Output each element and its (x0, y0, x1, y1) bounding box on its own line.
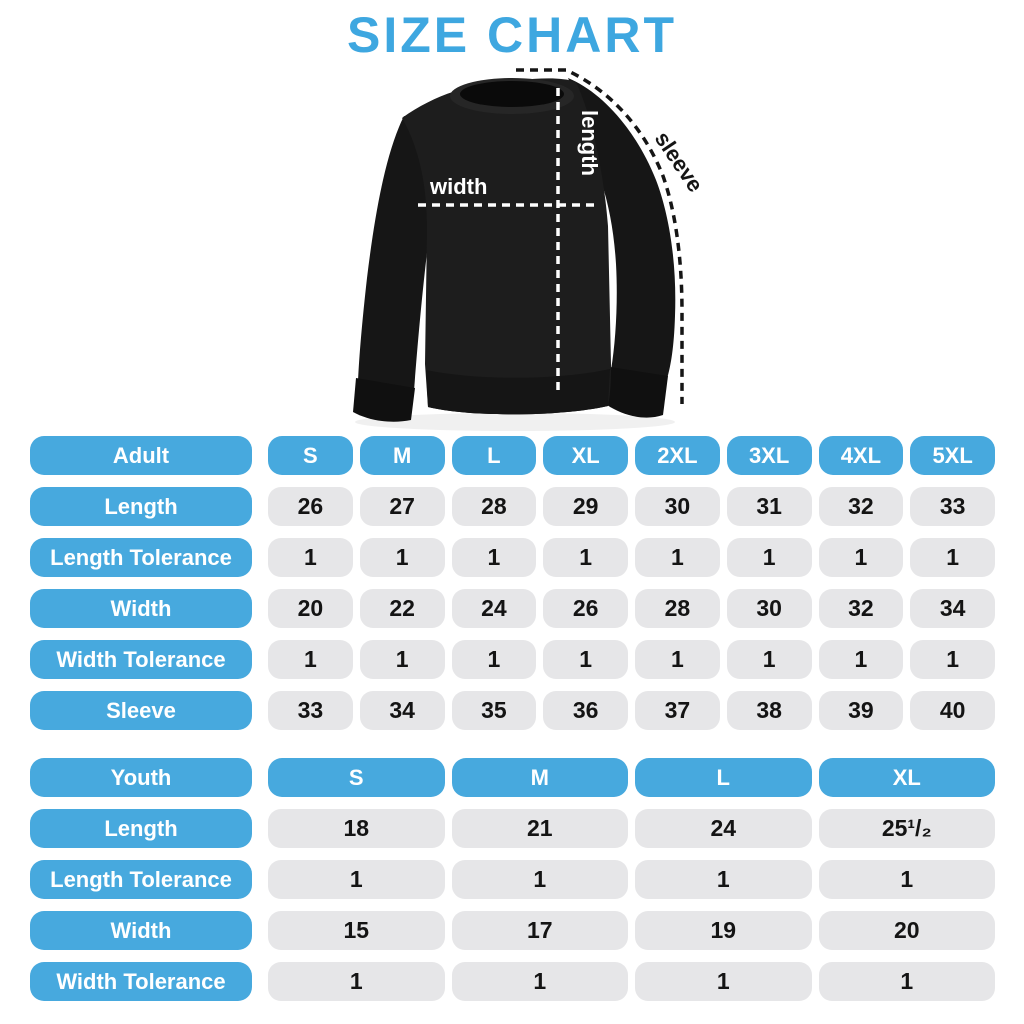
size-header-m: M (360, 436, 445, 475)
value-cell: 37 (635, 691, 720, 730)
adult-row-width (30, 589, 995, 628)
adult-table-title: Adult (30, 436, 252, 475)
value-cell: 34 (910, 589, 995, 628)
value-cell: 21 (452, 809, 629, 848)
value-cell: 1 (727, 538, 812, 577)
size-header-l: L (635, 758, 812, 797)
value-cell: 1 (727, 640, 812, 679)
value-cell: 24 (635, 809, 812, 848)
value-cell: 25¹/₂ (819, 809, 996, 848)
width-label: width (430, 174, 488, 199)
row-label: Sleeve (30, 691, 252, 730)
size-header-3xl: 3XL (727, 436, 812, 475)
value-cell: 19 (635, 911, 812, 950)
youth-row-width (30, 911, 995, 950)
row-label: Length Tolerance (30, 538, 252, 577)
value-cell: 1 (910, 538, 995, 577)
youth-row-length-tolerance (30, 860, 995, 899)
youth-table-title: Youth (30, 758, 252, 797)
value-cell: 1 (543, 640, 628, 679)
value-cell: 1 (635, 962, 812, 1001)
value-cell: 22 (360, 589, 445, 628)
size-header-xl: XL (543, 436, 628, 475)
value-cell: 1 (268, 962, 445, 1001)
value-cell: 34 (360, 691, 445, 730)
value-cell: 20 (819, 911, 996, 950)
value-cell: 32 (819, 589, 904, 628)
adult-header-row (30, 436, 995, 475)
value-cell: 1 (268, 538, 353, 577)
row-label: Width (30, 589, 252, 628)
value-cell: 1 (452, 962, 629, 1001)
value-cell: 1 (360, 538, 445, 577)
value-cell: 1 (268, 860, 445, 899)
value-cell: 30 (727, 589, 812, 628)
row-label: Width Tolerance (30, 640, 252, 679)
size-header-m: M (452, 758, 629, 797)
page-title: SIZE CHART (347, 7, 677, 63)
value-cell: 1 (360, 640, 445, 679)
value-cell: 1 (452, 860, 629, 899)
value-cell: 33 (910, 487, 995, 526)
row-label: Width Tolerance (30, 962, 252, 1001)
value-cell: 27 (360, 487, 445, 526)
value-cell: 33 (268, 691, 353, 730)
value-cell: 38 (727, 691, 812, 730)
size-header-2xl: 2XL (635, 436, 720, 475)
sleeve-label: sleeve (649, 126, 709, 197)
value-cell: 1 (268, 640, 353, 679)
length-label: length (577, 110, 602, 176)
row-label: Width (30, 911, 252, 950)
value-cell: 1 (543, 538, 628, 577)
value-cell: 1 (635, 538, 720, 577)
size-header-xl: XL (819, 758, 996, 797)
row-label: Length (30, 487, 252, 526)
value-cell: 1 (452, 640, 537, 679)
size-tables (30, 436, 995, 1013)
sweatshirt-diagram (330, 64, 710, 436)
value-cell: 20 (268, 589, 353, 628)
row-label: Length Tolerance (30, 860, 252, 899)
value-cell: 15 (268, 911, 445, 950)
size-header-4xl: 4XL (819, 436, 904, 475)
value-cell: 28 (635, 589, 720, 628)
value-cell: 32 (819, 487, 904, 526)
value-cell: 18 (268, 809, 445, 848)
sweatshirt-image (330, 64, 710, 436)
value-cell: 1 (910, 640, 995, 679)
size-header-s: S (268, 758, 445, 797)
adult-row-length-tolerance (30, 538, 995, 577)
row-label: Length (30, 809, 252, 848)
value-cell: 40 (910, 691, 995, 730)
value-cell: 1 (452, 538, 537, 577)
value-cell: 35 (452, 691, 537, 730)
value-cell: 1 (819, 538, 904, 577)
size-header-s: S (268, 436, 353, 475)
adult-size-table (30, 436, 995, 730)
value-cell: 1 (635, 640, 720, 679)
value-cell: 17 (452, 911, 629, 950)
youth-header-row (30, 758, 995, 797)
adult-row-width-tolerance (30, 640, 995, 679)
youth-size-table (30, 758, 995, 1001)
value-cell: 26 (268, 487, 353, 526)
value-cell: 1 (819, 860, 996, 899)
value-cell: 1 (635, 860, 812, 899)
value-cell: 28 (452, 487, 537, 526)
adult-row-sleeve (30, 691, 995, 730)
size-header-l: L (452, 436, 537, 475)
value-cell: 24 (452, 589, 537, 628)
size-header-5xl: 5XL (910, 436, 995, 475)
value-cell: 31 (727, 487, 812, 526)
value-cell: 1 (819, 962, 996, 1001)
value-cell: 36 (543, 691, 628, 730)
value-cell: 30 (635, 487, 720, 526)
adult-row-length (30, 487, 995, 526)
value-cell: 1 (819, 640, 904, 679)
youth-row-length (30, 809, 995, 848)
value-cell: 29 (543, 487, 628, 526)
youth-row-width-tolerance (30, 962, 995, 1001)
value-cell: 26 (543, 589, 628, 628)
value-cell: 39 (819, 691, 904, 730)
